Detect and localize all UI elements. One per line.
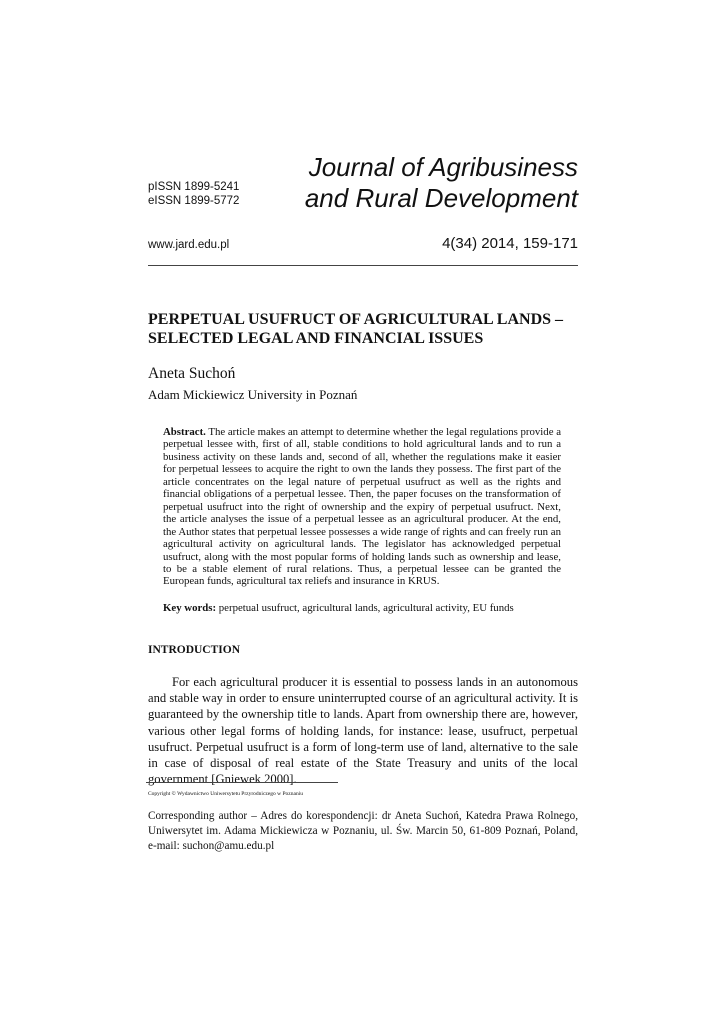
author-affiliation: Adam Mickiewicz University in Poznań — [148, 387, 358, 402]
keywords-label: Key words: — [163, 602, 217, 614]
article-title-line1: PERPETUAL USUFRUCT OF AGRICULTURAL LANDS – — [148, 311, 564, 328]
abstract-label: Abstract. — [163, 426, 206, 438]
pissn: pISSN 1899-5241 — [148, 181, 240, 193]
introduction-text: For each agricultural producer it is essential to possess lands in an autonomous and stable way in order to ensure uninterrupted course of an agricultural activity. It is guaranteed by the ownership title to lands. Apart from ownership there are, however, various other legal forms of holding lands, for instance: lease, usufruct, perpetual usufruct. Perpetual usufruct is a form of long-term use of land, alternative to the sale in case of disposal of real estate of the State Treasury and units of the local government [Gniewek 2000]. — [148, 675, 578, 787]
abstract — [163, 426, 561, 588]
article-title — [148, 310, 578, 348]
journal-title-line1: Journal of Agribusiness — [308, 152, 578, 182]
copyright-notice: Copyright © Wydawnictwo Uniwersytetu Przyrodniczego w Poznaniu — [148, 791, 303, 797]
eissn: eISSN 1899-5772 — [148, 195, 240, 207]
introduction-paragraph — [148, 674, 578, 787]
article-title-line2: SELECTED LEGAL AND FINANCIAL ISSUES — [148, 330, 484, 347]
abstract-text: The article makes an attempt to determine whether the legal regulations provide a perpetual lessee with, first of all, stable conditions to hold agricultural lands and to run a business activity on these lands and, second of all, whether the regulations make it easier for perpetual lessees to acquire the right to own the lands they possess. The first part of the article concentrates on the legal nature of perpetual usufruct as well as the rights and financial obligations of a perpetual lessee. Then, the paper focuses on the transformation of perpetual usufruct into the right of ownership and the expiry of perpetual usufruct. Next, the article analyses the issue of a perpetual lessee as an agricultural producer. At the end, the Author states that perpetual lessee possesses a wide range of rights and can freely run an agricultural activity on agricultural lands. The legislator has acknowledged perpetual usufruct, along with the most popular forms of holding lands such as ownership and lease, to be a stable element of rural relations. Thus, a perpetual lessee can be granted the European funds, agricultural tax reliefs and insurance in KRUS. — [163, 426, 561, 588]
issn-block — [148, 180, 239, 208]
footnote-divider — [146, 782, 338, 783]
keywords-text: perpetual usufruct, agricultural lands, agricultural activity, EU funds — [218, 602, 514, 614]
journal-title — [300, 152, 578, 214]
author-name: Aneta Suchoń — [148, 365, 236, 382]
volume-pages: 4(34) 2014, 159-171 — [442, 235, 578, 252]
journal-title-line2: and Rural Development — [304, 183, 578, 213]
corresponding-author-note — [148, 809, 578, 855]
keywords — [163, 602, 561, 614]
corresponding-author-text: Corresponding author – Adres do korespondencji: dr Aneta Suchoń, Katedra Prawa Rolnego, Uniwersytet im. Adama Mickiewicza w Poznaniu, ul. Św. Marcin 50, 61-809 Poznań, Poland, e-mail: suchon@amu.edu.pl — [148, 810, 578, 853]
section-heading-introduction: INTRODUCTION — [148, 644, 241, 656]
journal-website[interactable]: www.jard.edu.pl — [148, 239, 230, 251]
header-divider — [148, 265, 578, 266]
